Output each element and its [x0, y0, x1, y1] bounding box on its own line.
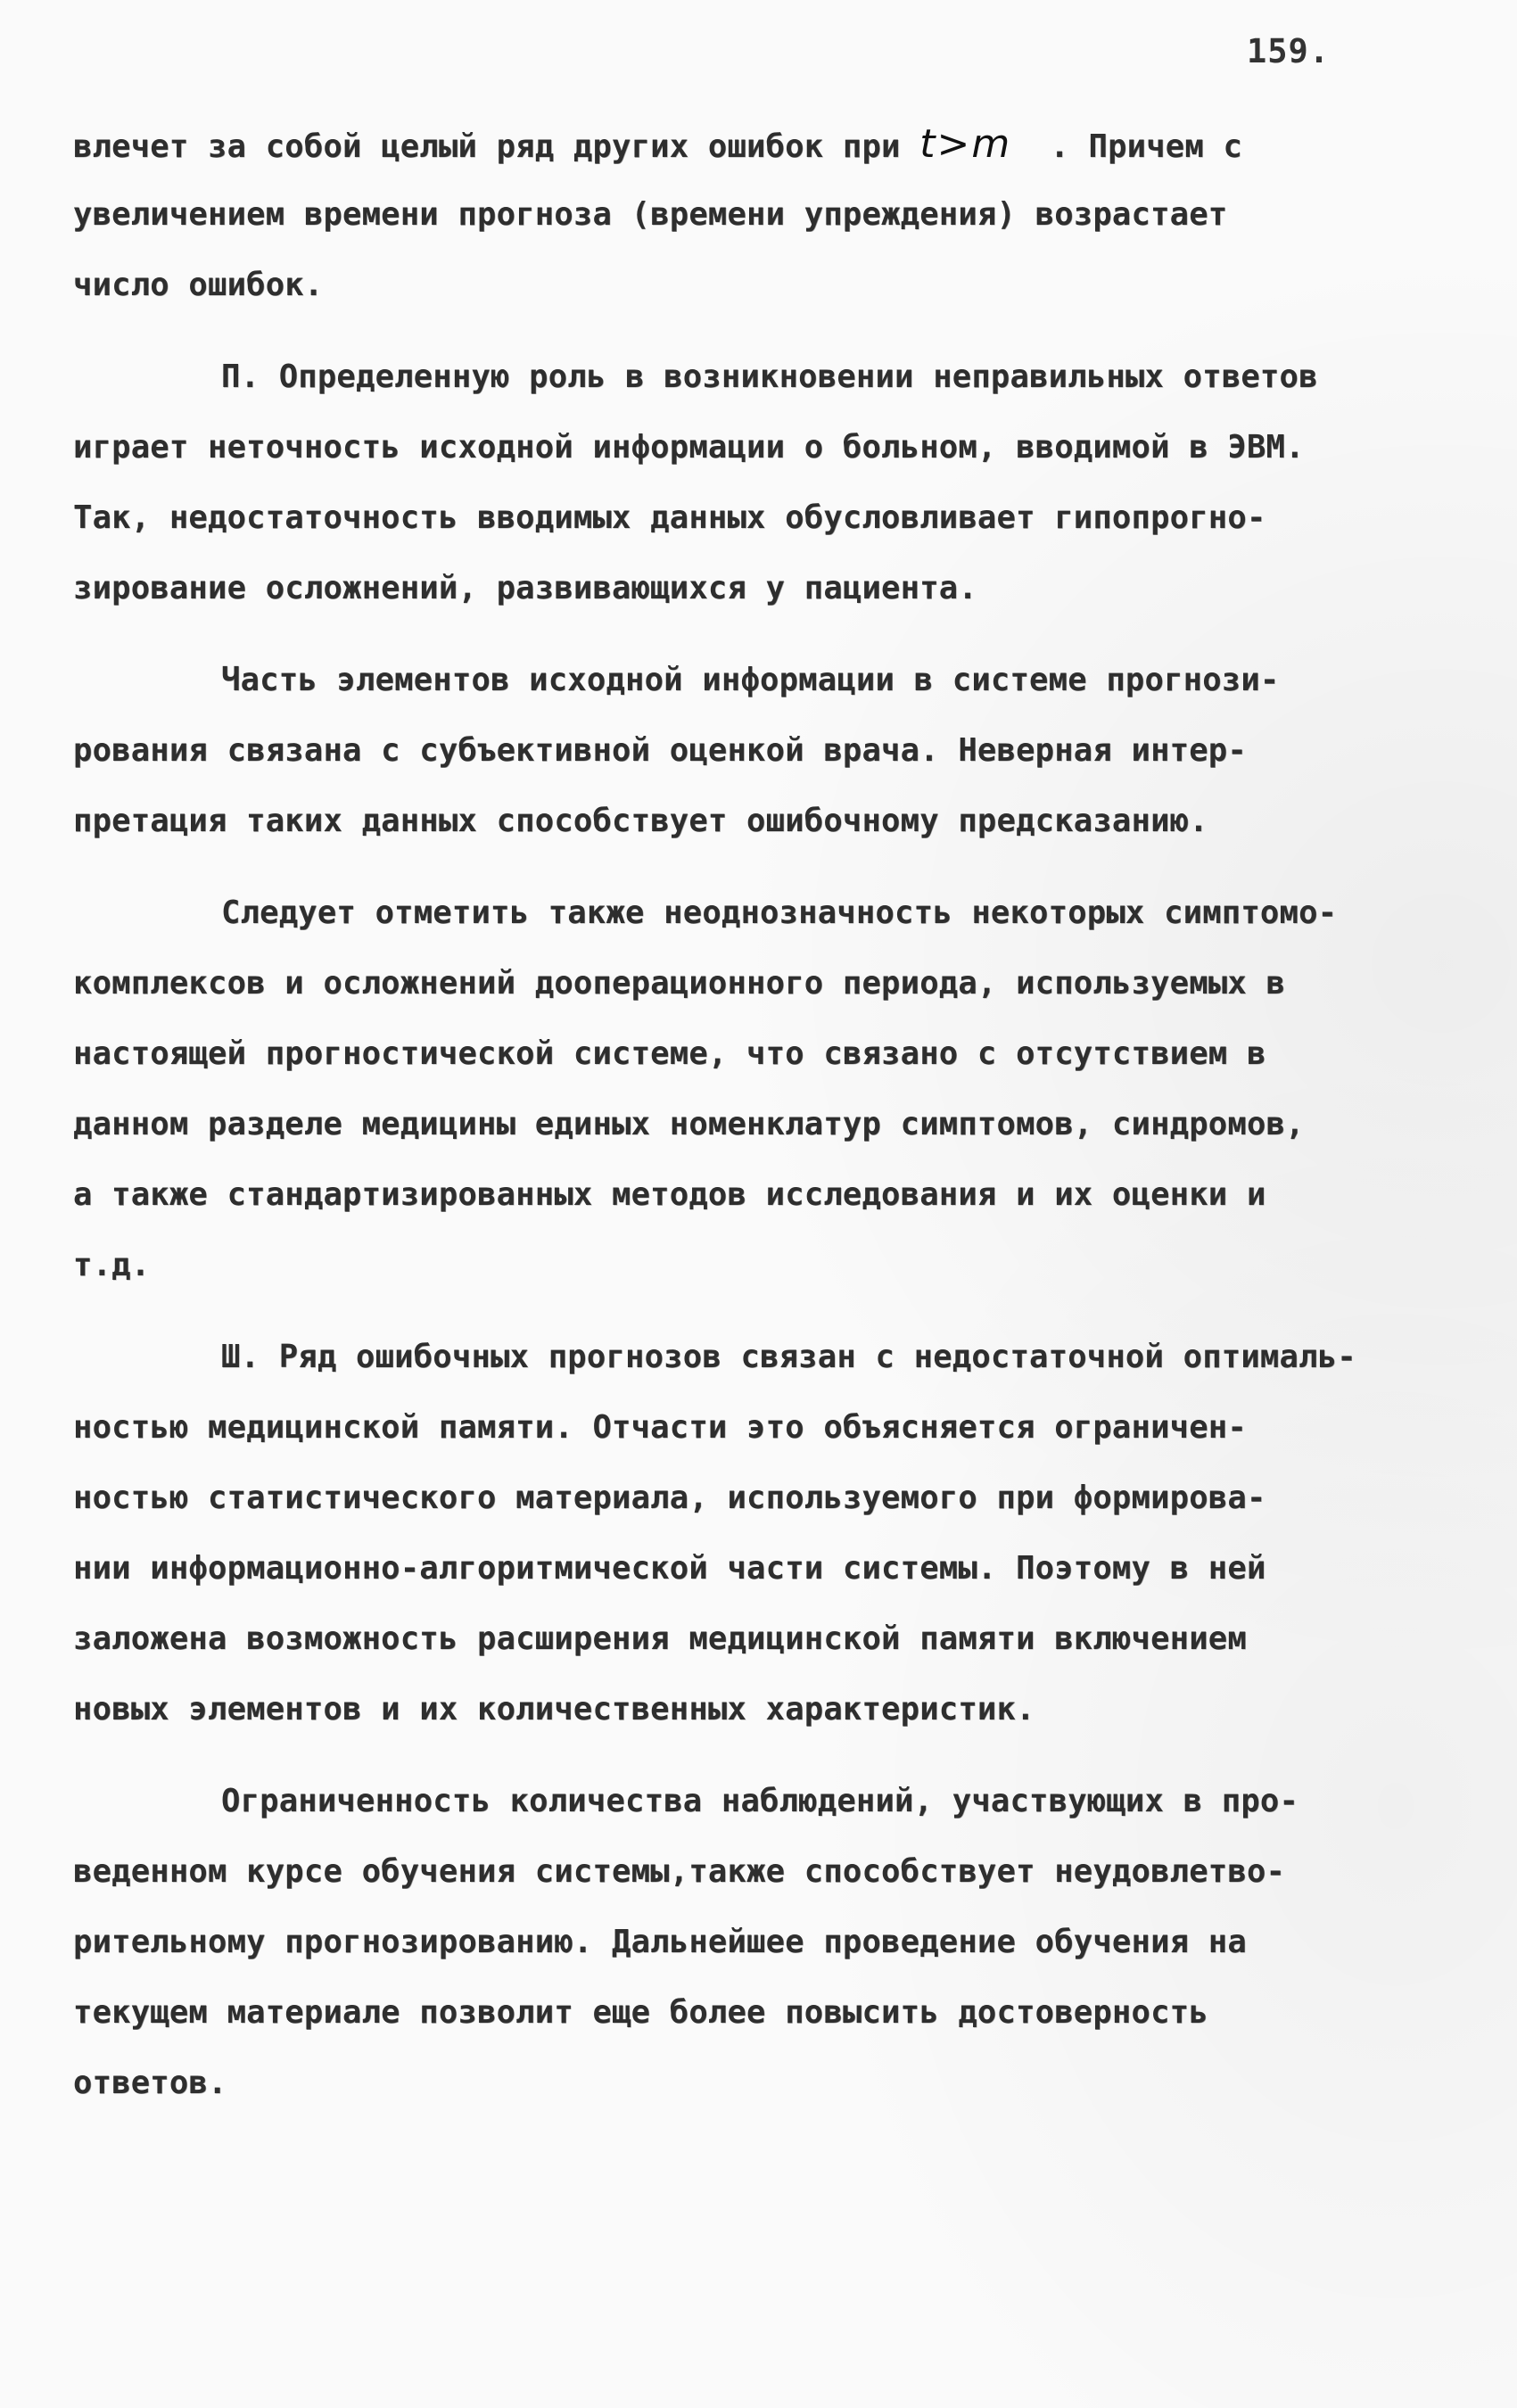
text-line: Часть элементов исходной информации в системе прогнози-	[221, 662, 1280, 698]
text-line	[73, 109, 1447, 179]
text-line: текущем материале позволит еще более повысить достоверность	[73, 1994, 1208, 2031]
text-line: настоящей прогностической системе, что связано с отсутствием в	[73, 1035, 1266, 1072]
text-line: рительному прогнозированию. Дальнейшее проведение обучения на	[73, 1924, 1247, 1960]
text-line: а также стандартизированных методов исследования и их оценки и	[73, 1176, 1266, 1213]
paragraph	[73, 878, 1447, 1300]
page-number: 159.	[1247, 32, 1331, 70]
text-line: число ошибок.	[73, 267, 324, 303]
text-line: ностью медицинской памяти. Отчасти это объясняется ограничен-	[73, 1409, 1247, 1446]
paragraph	[73, 342, 1447, 623]
line-text: влечет за собой целый ряд других ошибок при	[73, 128, 920, 165]
paragraph	[73, 109, 1447, 320]
paragraph	[73, 1766, 1447, 2118]
paragraph	[73, 1322, 1447, 1744]
text-line: заложена возможность расширения медицинской памяти включением	[73, 1620, 1247, 1657]
text-line: веденном курсе обучения системы,также способствует неудовлетво-	[73, 1853, 1286, 1890]
math-expression: t>m	[919, 121, 1012, 167]
text-line: новых элементов и их количественных характеристик.	[73, 1691, 1035, 1728]
text-line: рования связана с субъективной оценкой врача. Неверная интер-	[73, 732, 1247, 769]
text-line: Так, недостаточность вводимых данных обусловливает гипопрогно-	[73, 499, 1266, 536]
text-line: Ш. Ряд ошибочных прогнозов связан с недостаточной оптималь-	[221, 1339, 1356, 1375]
text-line: комплексов и осложнений дооперационного периода, используемых в	[73, 965, 1286, 1002]
text-line: ответов.	[73, 2065, 227, 2101]
text-line: ностью статистического материала, используемого при формирова-	[73, 1480, 1266, 1516]
text-line: увеличением времени прогноза (времени упреждения) возрастает	[73, 196, 1228, 233]
text-line: претация таких данных способствует ошибочному предсказанию.	[73, 803, 1208, 839]
text-line: данном разделе медицины единых номенклатур симптомов, синдромов,	[73, 1106, 1305, 1142]
text-line: т.д.	[73, 1247, 151, 1283]
text-line: Следует отметить также неоднозначность некоторых симптомо-	[221, 895, 1338, 931]
line-text-tail: . Причем с	[1011, 128, 1243, 165]
paragraph	[73, 645, 1447, 856]
text-line: зирование осложнений, развивающихся у пациента.	[73, 570, 977, 606]
text-line: играет неточность исходной информации о больном, вводимой в ЭВМ.	[73, 429, 1305, 466]
body-text	[73, 109, 1447, 2118]
text-line: Ограниченность количества наблюдений, участвующих в про-	[221, 1783, 1299, 1819]
text-line: П. Определенную роль в возникновении неправильных ответов	[221, 359, 1318, 395]
text-line: нии информационно-алгоритмической части системы. Поэтому в ней	[73, 1550, 1266, 1587]
